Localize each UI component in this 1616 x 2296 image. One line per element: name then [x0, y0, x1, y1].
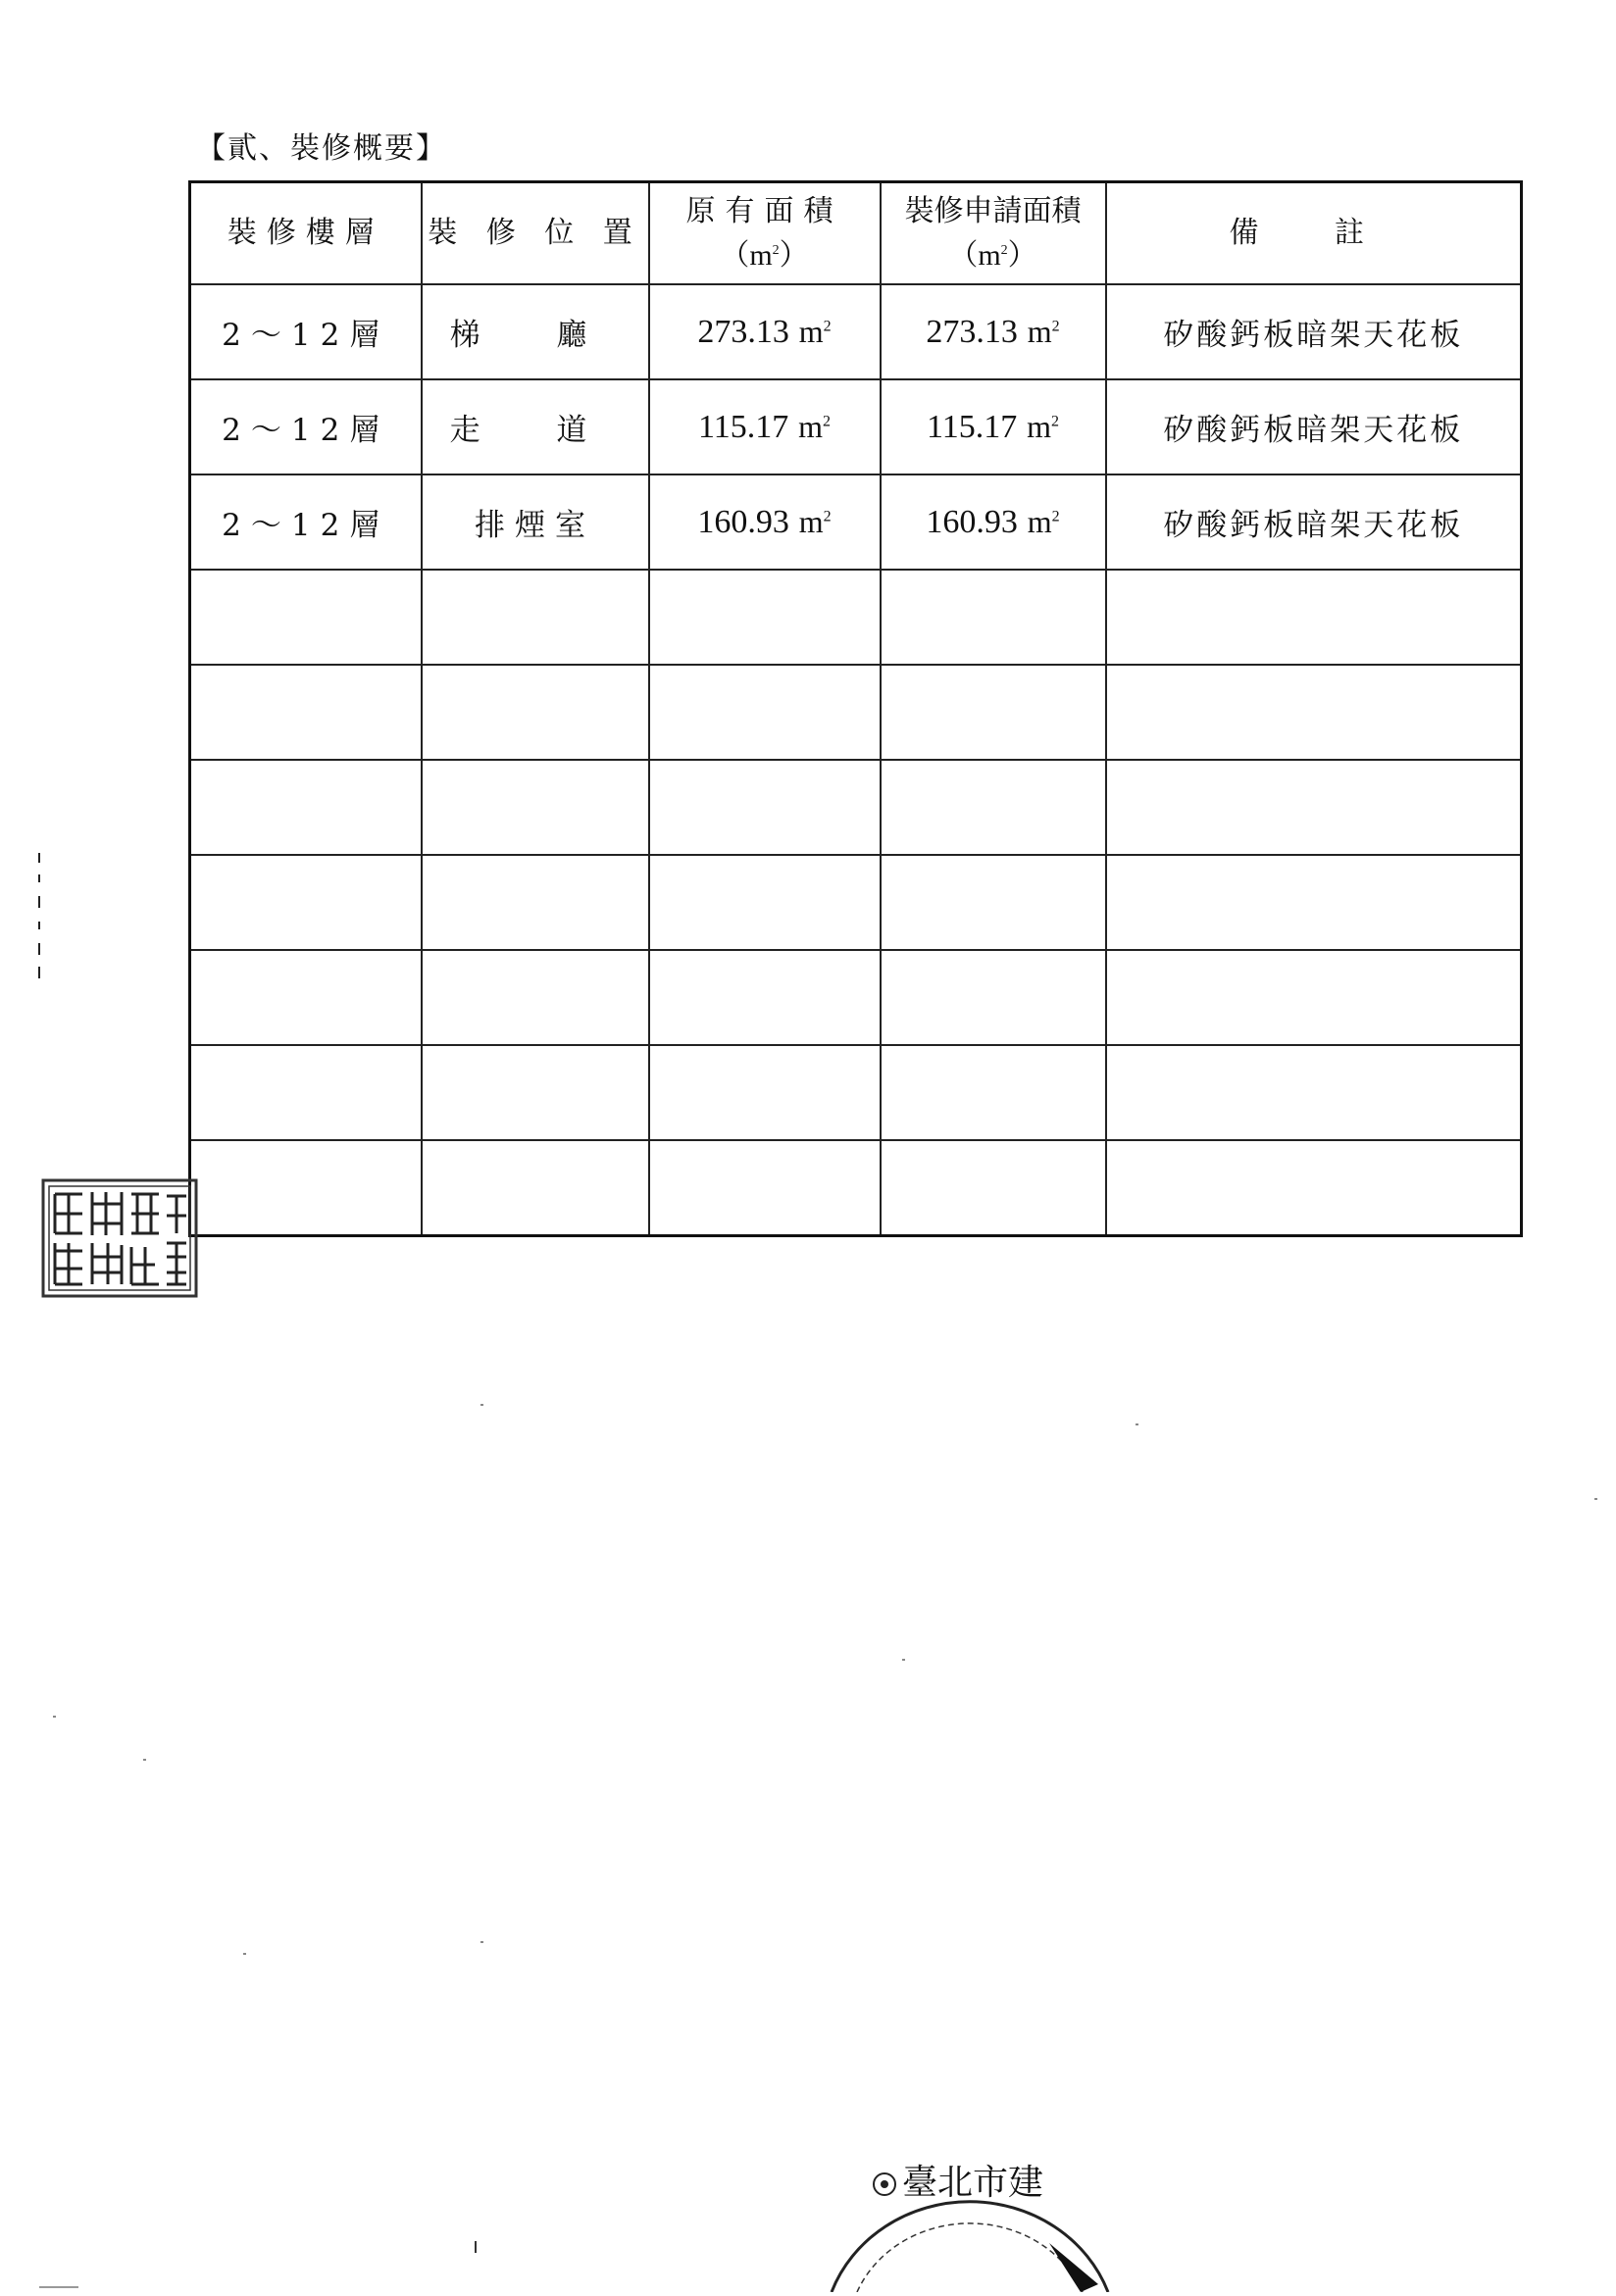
table-row-empty: [190, 570, 1522, 665]
cell-remarks: 矽酸鈣板暗架天花板: [1106, 284, 1522, 379]
header-remarks: 備 註: [1106, 182, 1522, 285]
cell-original-area: 160.93 $m^2$: [649, 474, 881, 570]
cell-location-empty: [422, 1140, 649, 1236]
cell-requested-area-empty: [881, 855, 1106, 950]
header-location: 裝 修 位 置: [422, 182, 649, 285]
cell-floor-empty: [190, 665, 422, 760]
cell-original-area: 273.13 $m^2$: [649, 284, 881, 379]
header-original-area: 原有面積 $(m^2)$: [649, 182, 881, 285]
table-row: [190, 474, 1522, 570]
architect-seal: [39, 1174, 202, 1302]
table-row-empty: [190, 1045, 1522, 1140]
cell-floor-empty: [190, 855, 422, 950]
cell-remarks-empty: [1106, 570, 1522, 665]
table-row-empty: [190, 1140, 1522, 1236]
cell-original-area-empty: [649, 760, 881, 855]
table-row-empty: [190, 665, 1522, 760]
cell-floor: 2～12層: [190, 474, 422, 570]
cell-requested-area-empty: [881, 665, 1106, 760]
cell-original-area-empty: [649, 1045, 881, 1140]
cell-location-empty: [422, 665, 649, 760]
cell-location-empty: [422, 570, 649, 665]
cell-requested-area: 273.13 $m^2$: [881, 284, 1106, 379]
margin-marks: [35, 853, 43, 980]
cell-original-area-empty: [649, 570, 881, 665]
cell-remarks: 矽酸鈣板暗架天花板: [1106, 474, 1522, 570]
section-title: 【貳、裝修概要】: [196, 131, 447, 166]
table-row: [190, 284, 1522, 379]
cell-remarks-empty: [1106, 1140, 1522, 1236]
cell-floor: 2～12層: [190, 379, 422, 474]
cell-location-empty: [422, 760, 649, 855]
cell-remarks-empty: [1106, 760, 1522, 855]
cell-floor-empty: [190, 1045, 422, 1140]
renovation-summary-table: [188, 180, 1523, 1237]
cell-floor-empty: [190, 760, 422, 855]
cell-requested-area: 115.17 $m^2$: [881, 379, 1106, 474]
header-floor: 裝修樓層: [190, 182, 422, 285]
cell-requested-area-empty: [881, 570, 1106, 665]
cell-remarks-empty: [1106, 855, 1522, 950]
empty-rows: [190, 570, 1522, 1236]
cell-original-area-empty: [649, 1140, 881, 1236]
cell-location-empty: [422, 855, 649, 950]
cell-location: 排煙室: [422, 474, 649, 570]
cell-requested-area-empty: [881, 950, 1106, 1045]
cell-original-area: 115.17 $m^2$: [649, 379, 881, 474]
cell-original-area-empty: [649, 855, 881, 950]
cell-remarks-empty: [1106, 950, 1522, 1045]
table-row-empty: [190, 855, 1522, 950]
cell-floor-empty: [190, 1140, 422, 1236]
cell-requested-area-empty: [881, 1045, 1106, 1140]
cell-remarks: 矽酸鈣板暗架天花板: [1106, 379, 1522, 474]
cell-floor: 2～12層: [190, 284, 422, 379]
cell-floor-empty: [190, 950, 422, 1045]
cell-location-empty: [422, 950, 649, 1045]
cell-remarks-empty: [1106, 1045, 1522, 1140]
cell-requested-area-empty: [881, 1140, 1106, 1236]
table-row-empty: [190, 760, 1522, 855]
cell-location: 走 道: [422, 379, 649, 474]
svg-text:臺北市建: 臺北市建: [902, 2163, 1044, 2203]
cell-original-area-empty: [649, 665, 881, 760]
cell-location-empty: [422, 1045, 649, 1140]
city-office-stamp: [824, 2145, 1118, 2292]
table-row: [190, 379, 1522, 474]
table-row-empty: [190, 950, 1522, 1045]
cell-remarks-empty: [1106, 665, 1522, 760]
cell-requested-area-empty: [881, 760, 1106, 855]
header-requested-area: 裝修申請面積 $(m^2)$: [881, 182, 1106, 285]
cell-original-area-empty: [649, 950, 881, 1045]
table-header-row: [190, 182, 1522, 285]
cell-location: 梯 廳: [422, 284, 649, 379]
cell-requested-area: 160.93 $m^2$: [881, 474, 1106, 570]
cell-floor-empty: [190, 570, 422, 665]
